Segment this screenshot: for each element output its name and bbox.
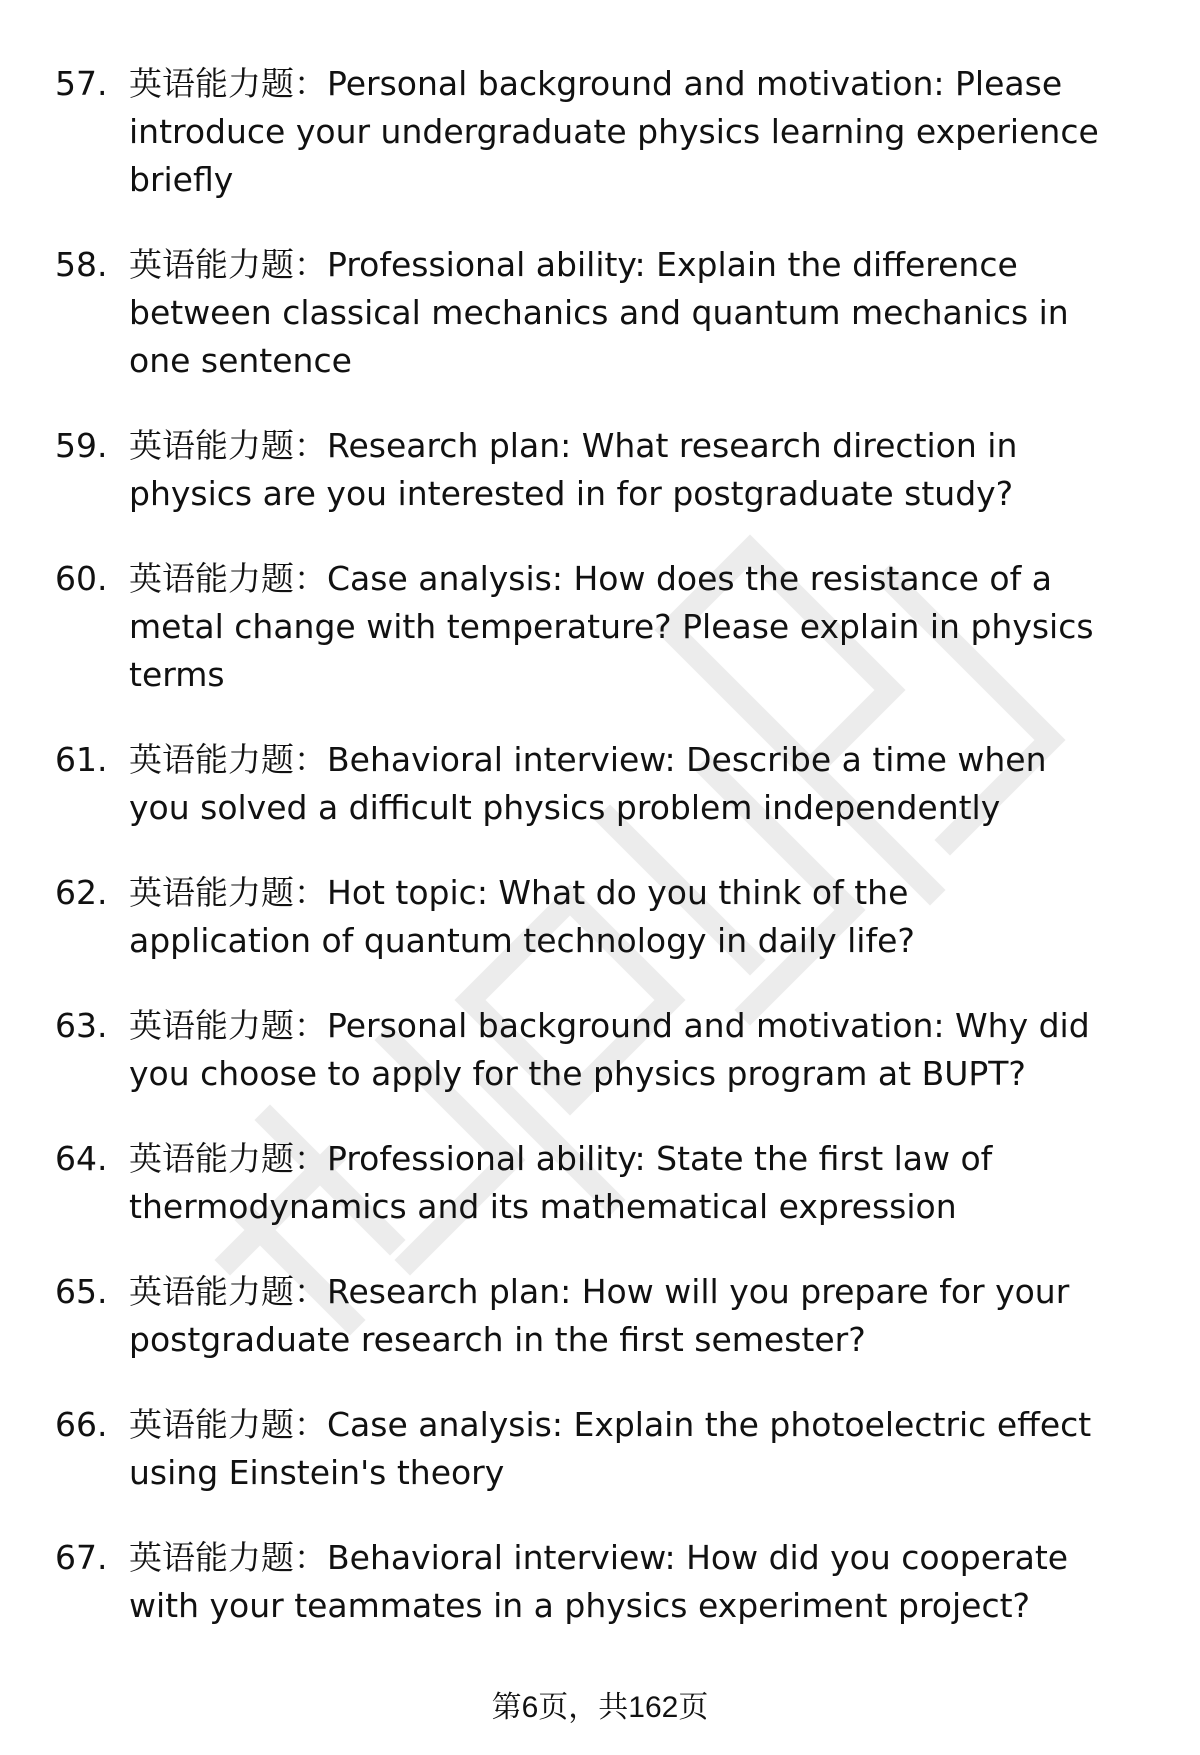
question-line: thermodynamics and its mathematical expression [129,1187,957,1226]
question-category-label: 英语能力题： [129,1538,327,1577]
question-line-text: Hot topic: What do you think of the [327,873,909,912]
question-text [129,1534,1200,1630]
question-text [129,60,1200,204]
question-line [129,1268,1170,1316]
question-number: 59. [55,426,108,465]
question-text [129,555,1200,699]
question-item [0,1534,1200,1630]
question-line: you solved a difficult physics problem independently [129,788,1001,827]
question-text [129,1135,1200,1231]
question-line: with your teammates in a physics experiment project? [129,1586,1031,1625]
question-number: 60. [55,559,108,598]
question-item [0,60,1200,204]
question-number: 58. [55,245,108,284]
question-number: 57. [55,64,108,103]
question-line: you choose to apply for the physics program at BUPT? [129,1054,1026,1093]
question-category-label: 英语能力题： [129,426,327,465]
question-line [129,1401,1170,1449]
question-item [0,869,1200,965]
question-item [0,1135,1200,1231]
question-line: application of quantum technology in daily life? [129,921,915,960]
question-item [0,1002,1200,1098]
question-line [129,869,1170,917]
question-line-text: Case analysis: How does the resistance of a [327,559,1052,598]
question-line [129,736,1170,784]
question-line: using Einstein's theory [129,1453,505,1492]
question-line [129,422,1170,470]
question-line [129,241,1170,289]
question-category-label: 英语能力题： [129,1006,327,1045]
page-indicator: 第6页，共162页 [491,1691,709,1724]
question-line-text: Personal background and motivation: Please [327,64,1063,103]
question-category-label: 英语能力题： [129,64,327,103]
question-number: 65. [55,1272,108,1311]
question-line-text: Professional ability: State the first law of [327,1139,993,1178]
question-line-text: Behavioral interview: Describe a time when [327,740,1047,779]
question-line: metal change with temperature? Please explain in physics [129,607,1094,646]
document-page [0,60,1200,1667]
question-line-text: Case analysis: Explain the photoelectric effect [327,1405,1092,1444]
question-line [129,1135,1170,1183]
question-category-label: 英语能力题： [129,1405,327,1444]
question-text [129,1401,1200,1497]
question-number: 63. [55,1006,108,1045]
question-text [129,869,1200,965]
question-line-text: Professional ability: Explain the difference [327,245,1018,284]
question-category-label: 英语能力题： [129,1272,327,1311]
question-number: 62. [55,873,108,912]
question-text [129,422,1200,518]
question-number: 61. [55,740,108,779]
question-category-label: 英语能力题： [129,245,327,284]
question-line [129,555,1170,603]
question-line [129,60,1170,108]
question-line: briefly [129,160,234,199]
question-item [0,736,1200,832]
question-category-label: 英语能力题： [129,559,327,598]
question-category-label: 英语能力题： [129,740,327,779]
question-item [0,1401,1200,1497]
question-line-text: Personal background and motivation: Why did [327,1006,1090,1045]
question-line: one sentence [129,341,352,380]
question-text [129,1002,1200,1098]
question-line-text: Research plan: What research direction in [327,426,1018,465]
question-line: introduce your undergraduate physics learning experience [129,112,1099,151]
question-text [129,1268,1200,1364]
question-number: 64. [55,1139,108,1178]
question-item [0,555,1200,699]
question-line: physics are you interested in for postgraduate study? [129,474,1014,513]
question-line: between classical mechanics and quantum mechanics in [129,293,1069,332]
question-line-text: Behavioral interview: How did you cooperate [327,1538,1069,1577]
question-line: postgraduate research in the first semester? [129,1320,866,1359]
question-text [129,736,1200,832]
question-item [0,1268,1200,1364]
question-line [129,1534,1170,1582]
question-line: terms [129,655,225,694]
question-category-label: 英语能力题： [129,873,327,912]
question-item [0,241,1200,385]
question-line [129,1002,1170,1050]
question-number: 67. [55,1538,108,1577]
question-line-text: Research plan: How will you prepare for your [327,1272,1070,1311]
question-category-label: 英语能力题： [129,1139,327,1178]
question-text [129,241,1200,385]
question-item [0,422,1200,518]
question-number: 66. [55,1405,108,1444]
